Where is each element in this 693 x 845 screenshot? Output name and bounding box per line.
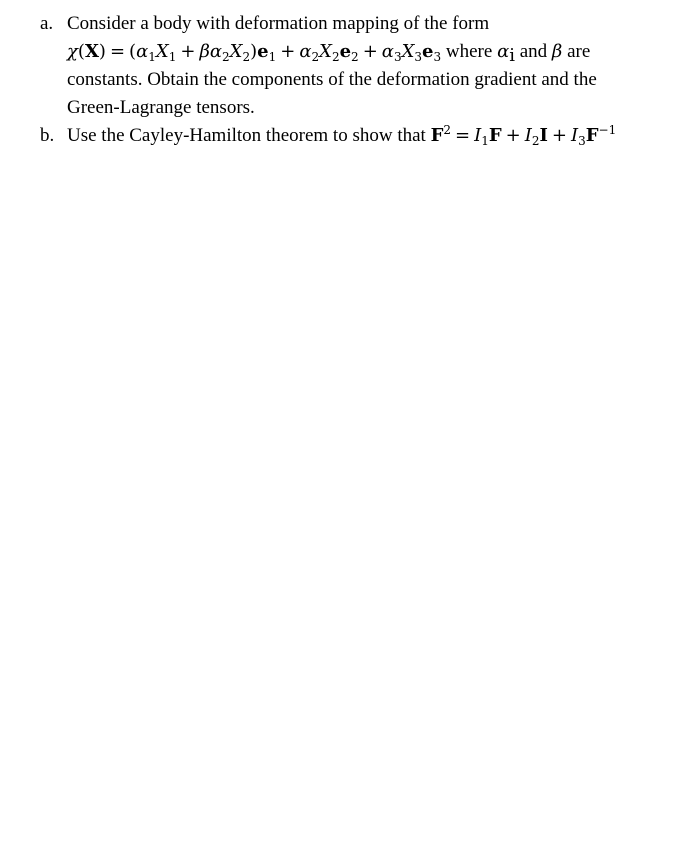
list-marker-a: a. [40,13,54,34]
cayley-hamilton-equation: $F^2 = I_1F + I_2I + I_3F^{-1}$ [430,123,617,148]
part-a-line-2-text: where $\alpha_i$ and β are [445,41,591,66]
part-a-line-1: Consider a body with deformation mapping of the form [67,13,490,34]
list-marker-b: b. [40,125,55,146]
part-b-line-1 [67,122,680,150]
part-a-line-2 [67,38,680,66]
part-b-text: Use the Cayley-Hamilton theorem to show that [67,125,426,146]
part-b-body [67,122,680,150]
part-a-line-4: Green-Lagrange tensors. [67,97,255,118]
part-a-body [67,10,680,122]
part-a-line-3: constants. Obtain the components of the deformation gradient and the [67,69,597,90]
deformation-mapping-equation: $\chi(X) = (\alpha_1X_1 + \beta\alpha_2X_2)e_1 + \alpha_2X_2e_2 + \alpha_3X_3e_3$ [67,41,442,64]
